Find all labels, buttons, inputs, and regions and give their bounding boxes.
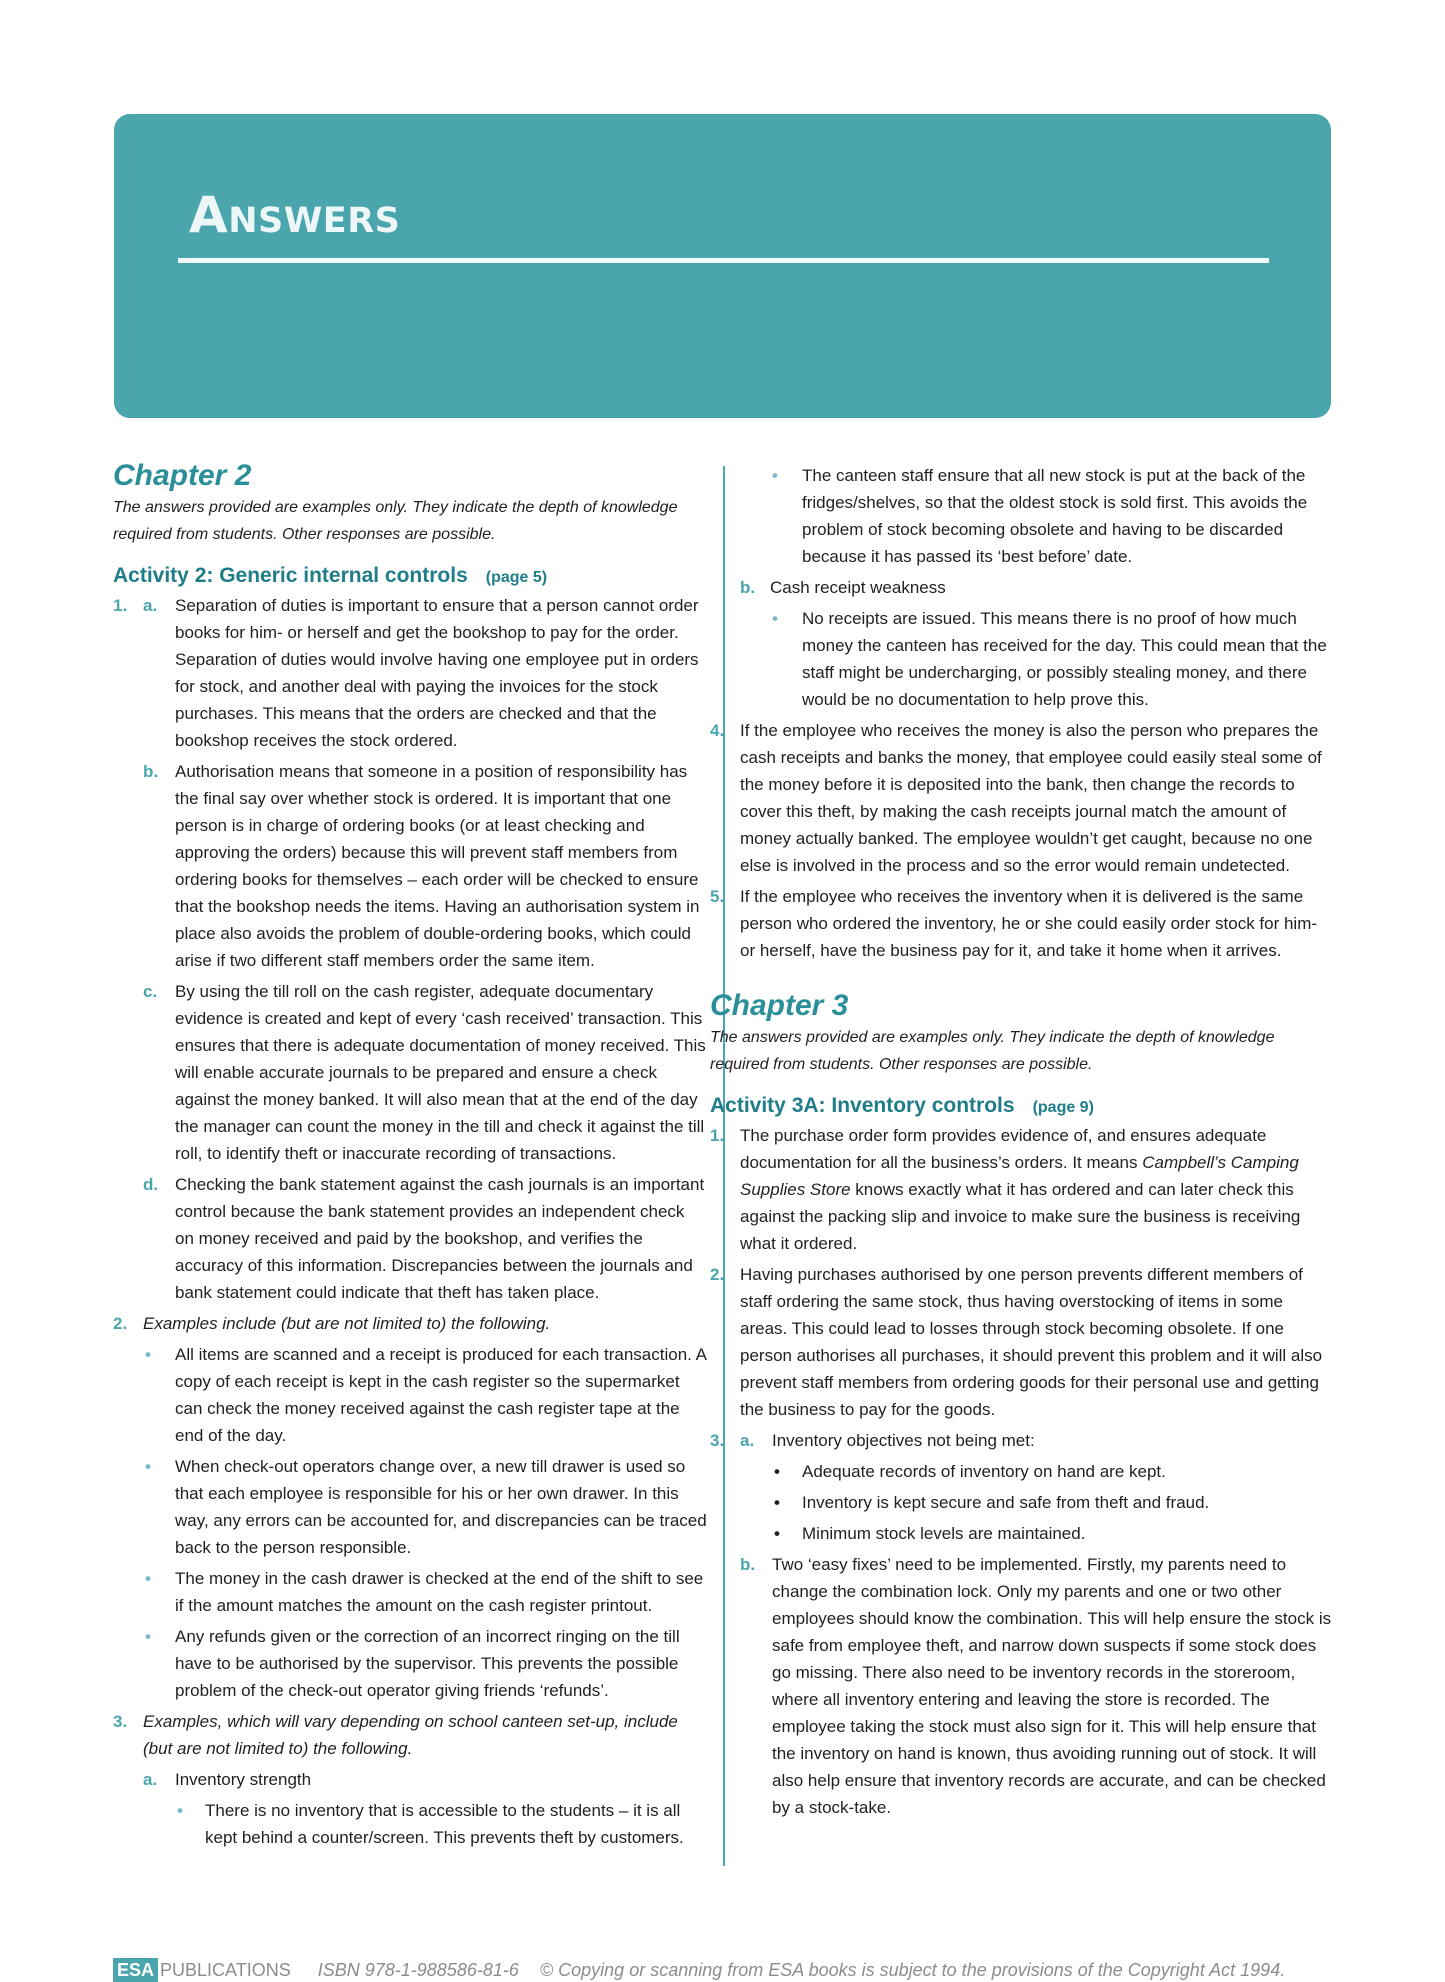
bullet-icon: •	[145, 1457, 151, 1476]
activity-2-page-ref: (page 5)	[485, 569, 548, 586]
objective-2: Inventory is kept secure and safe from theft and fraud.	[802, 1493, 1210, 1512]
answer-3a-2-text: Having purchases authorised by one person prevents different members of staff ordering the same stock, thus having overstocking of items in some areas. This could lead to losses through stock becoming obsolete. If one person authorises all purchases, it should prevent this problem and it will also prevent staff members from ordering goods for their personal use and getting the business to pay for the goods.	[740, 1265, 1323, 1419]
title-underline	[178, 258, 1269, 263]
answer-2-bullet-2: When check-out operators change over, a new till drawer is used so that each employee is responsible for his or her own drawer. In this way, any errors can be accounted for, and discrepancies can be traced back to the person responsible.	[175, 1457, 707, 1557]
chapter-3-note: The answers provided are examples only. They indicate the depth of knowledge required from students. Other responses are possible.	[710, 1029, 1275, 1073]
activity-3a-page-ref: (page 9)	[1032, 1099, 1094, 1116]
answer-3a-label: a.	[143, 1770, 158, 1789]
list-item	[740, 605, 1334, 713]
answer-5	[710, 883, 1334, 964]
isbn: ISBN 978-1-988586-81-6	[317, 1960, 519, 1980]
answer-4	[710, 717, 1334, 879]
answer-1d	[113, 1171, 708, 1306]
answer-3a-3b-text: Two ‘easy fixes’ need to be implemented. Firstly, my parents need to change the combination lock. Only my parents and one or two other employees should know the combination. This will help ensure the stock is safe from employee theft, and narrow down suspects if some stock does go missing. There also need to be inventory records in the storeroom, where all inventory entering and leaving the store is recorded. The employee taking the stock must also sign for it. This will help ensure that the inventory on hand is known, thus avoiding running out of stock. It will also help ensure that inventory records are accurate, and can be checked by a stock-take.	[772, 1555, 1332, 1817]
answer-1c	[113, 978, 708, 1167]
answer-3a-bullet-1: There is no inventory that is accessible to the students – it is all kept behind a counter/screen. This prevents theft by customers.	[205, 1801, 684, 1847]
answer-1a	[113, 592, 708, 754]
answer-5-number: 5.	[710, 887, 725, 906]
answer-3-intro: Examples, which will vary depending on school canteen set-up, include (but are not limited to) the following.	[143, 1712, 678, 1758]
page-title: Answers	[189, 186, 401, 244]
answer-3a-1-text-a: The purchase order form provides evidence of, and ensures adequate documentation for all the business’s orders. It means	[740, 1126, 1267, 1172]
objective-3: Minimum stock levels are maintained.	[802, 1524, 1086, 1543]
bullet-icon: •	[177, 1801, 183, 1820]
activity-2-title	[113, 562, 708, 592]
answer-3a-1	[710, 1122, 1334, 1257]
list-item	[710, 1520, 1334, 1547]
answer-3a-3a-label: a.	[740, 1431, 755, 1450]
list-item	[740, 462, 1334, 570]
answer-2	[113, 1310, 708, 1337]
answer-2-bullet-1: All items are scanned and a receipt is produced for each transaction. A copy of each receipt is kept in the cash register so the supermarket can check the money received against the cash register tape at the end of the day.	[175, 1345, 707, 1445]
bullet-icon: •	[774, 1462, 780, 1481]
list-item	[710, 1458, 1334, 1485]
list-item	[710, 1489, 1334, 1516]
answer-3a-text: Inventory strength	[175, 1770, 312, 1789]
answer-3b	[740, 574, 1334, 601]
answer-3a-1-business-name: Campbell’s Camping Supplies Store	[740, 1153, 1299, 1199]
activity-2-title-text: Activity 2: Generic internal controls	[113, 564, 468, 587]
list-item	[113, 1453, 708, 1561]
bullet-icon: •	[774, 1493, 780, 1512]
list-item	[113, 1341, 708, 1449]
copyright-notice: © Copying or scanning from ESA books is subject to the provisions of the Copyright Act 1994.	[539, 1960, 1286, 1980]
answer-3a-1-number: 1.	[710, 1126, 725, 1145]
answer-3-number: 3.	[113, 1712, 128, 1731]
bullet-icon: •	[774, 1524, 780, 1543]
chapter-2-title: Chapter 2	[113, 459, 252, 492]
bullet-icon: •	[772, 466, 778, 485]
answer-1c-text: By using the till roll on the cash register, adequate documentary evidence is created and kept of every ‘cash received’ transaction. This ensures that there is adequate documentation of money received. This will enable accurate journals to be prepared and ensure a check against the money banked. It will also mean that at the end of the day the manager can count the money in the till and check it against the till roll, to identify theft or inaccurate recording of transactions.	[175, 982, 706, 1163]
list-item	[113, 1797, 708, 1851]
activity-3a-title	[710, 1092, 1334, 1122]
answer-1a-text: Separation of duties is important to ensure that a person cannot order books for him- or herself and get the bookshop to pay for the order. Separation of duties would involve having one employee put in orders for stock, and another deal with paying the invoices for the stock purchases. This means that the orders are checked and that the bookshop receives the stock ordered.	[175, 596, 699, 750]
activity-3a-title-text: Activity 3A: Inventory controls	[710, 1094, 1015, 1117]
answer-1b	[113, 758, 708, 974]
answer-4-text: If the employee who receives the money is also the person who prepares the cash receipts and banks the money, that employee could easily steal some of the money before it is deposited into the bank, then change the records to cover this theft, by making the cash receipts journal match the amount of money actually banked. The employee wouldn’t get caught, because no one else is involved in the process and so the error would remain undetected.	[740, 721, 1322, 875]
publisher-name: PUBLICATIONS	[160, 1960, 291, 1980]
answer-5-text: If the employee who receives the inventory when it is delivered is the same person who ordered the inventory, he or she could easily order stock for him- or herself, have the business pay for it, and take it home when it arrives.	[740, 887, 1318, 960]
answer-1d-label: d.	[143, 1175, 159, 1194]
answer-1b-text: Authorisation means that someone in a position of responsibility has the final say over whether stock is ordered. It is important that one person is in charge of ordering books (or at least checking and approving the orders) because this will prevent staff members from ordering books for themselves – each order will be checked to ensure that the bookshop needs the items. Having an authorisation system in place also avoids the problem of double-ordering books, which could arise if two different staff members order the same item.	[175, 762, 700, 970]
answer-2-number: 2.	[113, 1314, 128, 1333]
answer-2-bullet-4: Any refunds given or the correction of an incorrect ringing on the till have to be authorised by the supervisor. This prevents the possible problem of the check-out operator giving friends ‘refunds’.	[175, 1627, 680, 1700]
answer-2-intro: Examples include (but are not limited to) the following.	[143, 1314, 551, 1333]
answer-3a-3b	[710, 1551, 1334, 1821]
answer-1c-label: c.	[143, 982, 158, 1001]
answer-3a-2	[710, 1261, 1334, 1423]
list-item	[113, 1565, 708, 1619]
list-item	[113, 1623, 708, 1704]
answer-1d-text: Checking the bank statement against the cash journals is an important control because the bank statement provides an independent check on money received and paid by the bookshop, and verifies the accuracy of this information. Discrepancies between the journals and bank statement could indicate that theft has taken place.	[175, 1175, 705, 1302]
answer-3a-3b-label: b.	[740, 1555, 756, 1574]
answer-3a-3-number: 3.	[710, 1431, 725, 1450]
answer-3	[113, 1708, 708, 1762]
bullet-icon: •	[145, 1569, 151, 1588]
answers-banner	[114, 114, 1331, 418]
answer-1b-label: b.	[143, 762, 159, 781]
left-column	[113, 458, 708, 1851]
chapter-3-section	[710, 988, 1334, 1821]
answer-3a-2-number: 2.	[710, 1265, 725, 1284]
answer-2-bullet-3: The money in the cash drawer is checked at the end of the shift to see if the amount matches the amount on the cash register printout.	[175, 1569, 704, 1615]
answer-3b-label: b.	[740, 578, 756, 597]
chapter-2-note: The answers provided are examples only. They indicate the depth of knowledge required from students. Other responses are possible.	[113, 499, 678, 543]
bullet-icon: •	[772, 609, 778, 628]
answer-1a-label: a.	[143, 596, 158, 615]
answer-3b-bullet: No receipts are issued. This means there is no proof of how much money the canteen has received for the day. This could mean that the staff might be undercharging, or possibly stealing money, and there would be no documentation to help prove this.	[802, 609, 1327, 709]
objective-1: Adequate records of inventory on hand are kept.	[802, 1462, 1166, 1481]
answer-1-number: 1.	[113, 596, 128, 615]
chapter-3-title: Chapter 3	[710, 989, 849, 1022]
answer-3a	[113, 1766, 708, 1793]
answer-3a-1-text-b: knows exactly what it has ordered and can later check this against the packing slip and invoice to make sure the business is receiving what it ordered.	[740, 1180, 1301, 1253]
bullet-icon: •	[145, 1627, 151, 1646]
esa-logo: ESA	[113, 1958, 158, 1982]
page-footer	[113, 1958, 1285, 1982]
answer-3a-3a	[710, 1427, 1334, 1454]
answer-3b-text: Cash receipt weakness	[770, 578, 946, 597]
answer-4-number: 4.	[710, 721, 725, 740]
answer-3a-bullet-2: The canteen staff ensure that all new stock is put at the back of the fridges/shelves, so that the oldest stock is sold first. This avoids the problem of stock becoming obsolete and having to be discarded because it has passed its ‘best before’ date.	[802, 466, 1308, 566]
answer-3a-3a-text: Inventory objectives not being met:	[772, 1431, 1035, 1450]
bullet-icon: •	[145, 1345, 151, 1364]
right-column	[710, 462, 1334, 1821]
